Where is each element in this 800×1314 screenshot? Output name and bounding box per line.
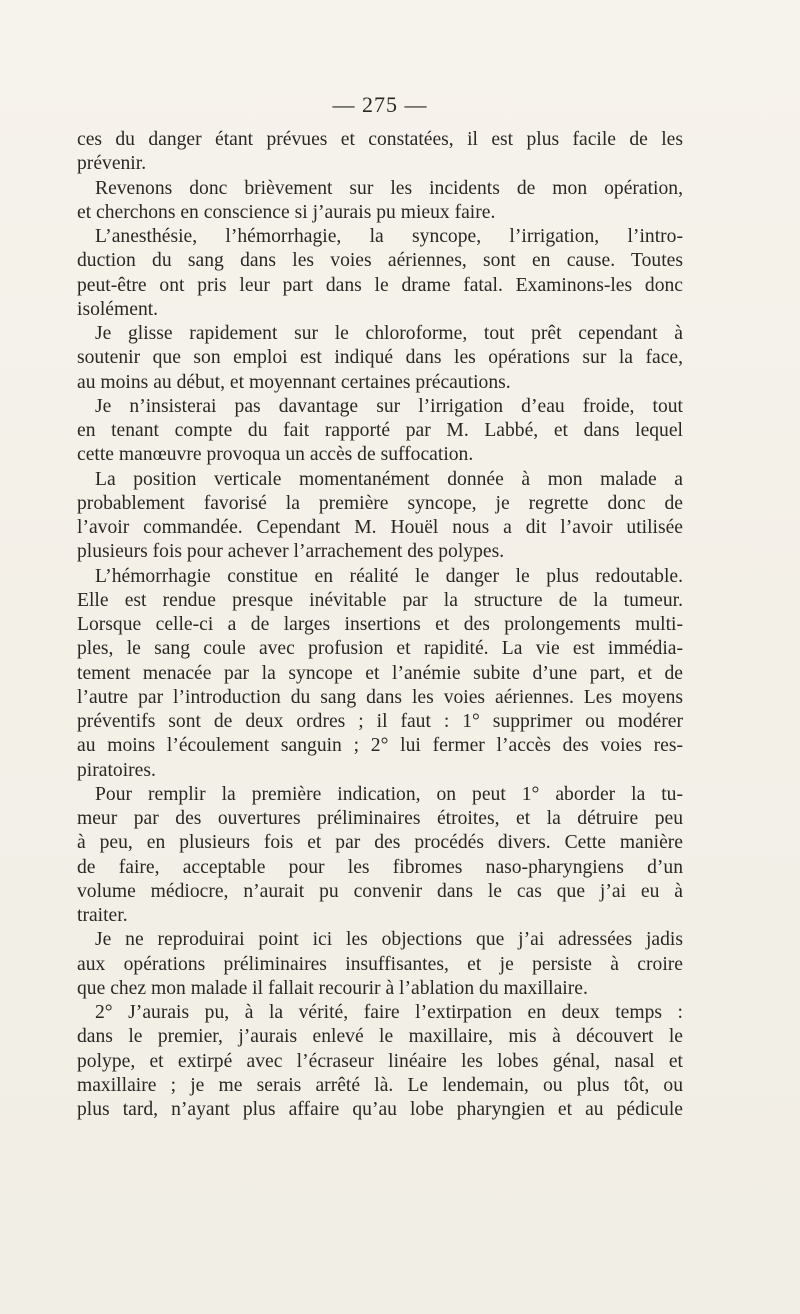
text-line: au moins l’écoulement sanguin ; 2° lui fermer l’accès des voies res- [77, 735, 683, 757]
text-line: isolément. [77, 298, 159, 320]
text-line: plus tard, n’ayant plus affaire qu’au lobe pharyngien et au pédicule [77, 1099, 683, 1120]
text-line: duction du sang dans les voies aériennes, sont en cause. Toutes [77, 250, 683, 272]
text-line: cette manœuvre provoqua un accès de suffocation. [77, 444, 474, 466]
text-line: à peu, en plusieurs fois et par des procédés divers. Cette manière [77, 832, 683, 854]
text-line: dans le premier, j’aurais enlevé le maxillaire, mis à découvert le [77, 1026, 683, 1048]
text-line: l’autre par l’introduction du sang dans les voies aériennes. Les moyens [77, 686, 683, 708]
text-line: en tenant compte du fait rapporté par M. Labbé, et dans lequel [77, 420, 683, 441]
text-line: et cherchons en conscience si j’aurais pu mieux faire. [77, 201, 496, 223]
text-line: peut-être ont pris leur part dans le drame fatal. Examinons-les donc [77, 274, 683, 296]
text-line: 2° J’aurais pu, à la vérité, faire l’extirpation en deux temps : [95, 1002, 683, 1023]
text-line: L’hémorrhagie constitue en réalité le danger le plus redoutable. [95, 565, 683, 587]
text-line: traiter. [77, 905, 128, 926]
text-line: meur par des ouvertures préliminaires étroites, et la détruire peu [77, 808, 683, 829]
text-line: que chez mon malade il fallait recourir à l’ablation du maxillaire. [77, 977, 588, 999]
text-line: probablement favorisé la première syncope, je regrette donc de [77, 492, 683, 514]
text-line: Je n’insisterai pas davantage sur l’irrigation d’eau froide, tout [95, 395, 683, 417]
text-line: Lorsque celle-ci a de larges insertions et des prolongements multi- [77, 614, 683, 635]
text-line: maxillaire ; je me serais arrêté là. Le lendemain, ou plus tôt, ou [77, 1074, 683, 1096]
text-line: au moins au début, et moyennant certaines précautions. [77, 371, 511, 393]
text-line: Elle est rendue presque inévitable par la structure de la tumeur. [77, 589, 683, 611]
text-line: ples, le sang coule avec profusion et rapidité. La vie est immédia- [77, 638, 683, 660]
page-number: — 275 — [332, 92, 428, 117]
text-line: soutenir que son emploi est indiqué dans les opérations sur la face, [77, 347, 683, 369]
text-line: piratoires. [77, 759, 156, 781]
text-line: L’anesthésie, l’hémorrhagie, la syncope, l’irrigation, l’intro- [95, 226, 683, 247]
text-line: l’avoir commandée. Cependant M. Houël nous a dit l’avoir utilisée [77, 517, 683, 538]
text-line: plusieurs fois pour achever l’arrachement des polypes. [77, 541, 505, 563]
text-line: prévenir. [77, 153, 147, 175]
text-line: Pour remplir la première indication, on peut 1° aborder la tu- [95, 783, 683, 805]
body-text [77, 128, 683, 1122]
text-line: aux opérations préliminaires insuffisantes, et je persiste à croire [77, 953, 683, 975]
text-line: La position verticale momentanément donnée à mon malade a [95, 468, 683, 490]
text-line: préventifs sont de deux ordres ; il faut : 1° supprimer ou modérer [77, 711, 683, 732]
text-line: polype, et extirpé avec l’écraseur linéaire les lobes génal, nasal et [77, 1050, 683, 1072]
text-line: de faire, acceptable pour les fibromes naso-pharyngiens d’un [77, 856, 683, 878]
text-line: Revenons donc brièvement sur les incidents de mon opération, [95, 177, 683, 199]
text-line: Je ne reproduirai point ici les objections que j’ai adressées jadis [95, 929, 683, 951]
text-line: tement menacée par la syncope et l’anémie subite d’une part, et de [77, 662, 683, 684]
text-line: ces du danger étant prévues et constatées, il est plus facile de les [77, 129, 683, 150]
text-line: Je glisse rapidement sur le chloroforme, tout prêt cependant à [95, 323, 683, 344]
text-line: volume médiocre, n’aurait pu convenir dans le cas que j’ai eu à [77, 880, 683, 902]
